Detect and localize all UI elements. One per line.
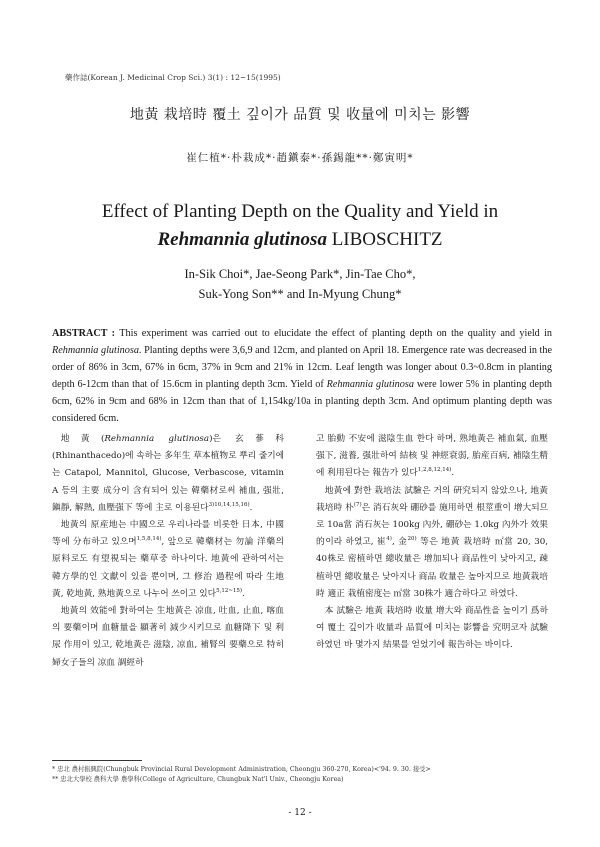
body-text: , 앞으로 韓藥材는 勿論 洋藥의 原料로도 有望視되는 藥草중 하나이다. 地黃에 관하여서는 韓方學的인 文獻이 있을 뿐이며, 그 修治 過程에 따라 生地黃, 乾地黃, 熟地黃으로 나누어 쓰이고 있다	[52, 537, 284, 599]
body-paragraph-3: 地黃의 效能에 對하여는 生地黃은 凉血, 吐血, 止血, 喀血의 要藥이며 血糖量을 顯著히 減少시키므로 血糖降下 및 利尿 作用이 있고, 乾地黃은 滋陰, 凉血, 補腎의 要藥으로 特히 婦女子들의 凉血 調經하	[52, 606, 284, 668]
body-species-name: Rehmannia glutinosa	[104, 434, 210, 444]
citation-ref: (7)	[353, 501, 362, 508]
abstract-text-3: were lower 5% in planting depth 6cm, 62% in 9cm and 68% in 12cm than that of 1,154kg/10a in planting depth 3cm. And optimum planting depth was considered 6cm.	[52, 379, 553, 424]
body-column-left	[52, 431, 284, 672]
body-text: 은 消石灰와 硼砂를 施用하면 根莖重이 增大되므로 10a當 消石灰는 100kg 內外, 硼砂는 1.0kg 內外가 效果的이라 하였고, 崔	[316, 502, 548, 548]
title-english-line2	[0, 226, 600, 254]
body-paragraph-6: 本 試驗은 地黃 栽培時 收量 增大와 商品性을 높이기 爲하여 覆土 깊이가 收量과 品質에 미치는 影響을 究明코자 試驗하였던 바 몇가지 結果를 얻었기에 報告하는 바이다.	[316, 606, 548, 651]
journal-reference: 藥作誌(Korean J. Medicinal Crop Sci.) 3(1) : 12~15(1995)	[65, 73, 281, 82]
title-species-authority: LIBOSCHITZ	[326, 229, 443, 250]
body-text: .	[451, 468, 455, 479]
citation-ref: 4)	[386, 536, 392, 543]
title-english	[0, 198, 600, 254]
footnote-affiliation-1: * 忠北 農村振興院(Chungbuk Provincial Rural Development Administration, Cheongju 360-270, Korea)<'94. 9. 30. 接受>	[52, 766, 431, 773]
abstract-species-2: Rehmannia glutinosa	[326, 379, 414, 390]
body-paragraph-2	[52, 517, 284, 603]
footnote-affiliation-2: ** 忠北大學校 農科大學 農學科(College of Agriculture, Chungbuk Nat'l Univ., Cheongju Korea)	[52, 776, 344, 783]
body-text: 地黃(	[60, 434, 105, 444]
title-species-name: Rehmannia glutinosa	[157, 229, 327, 250]
title-english-line1: Effect of Planting Depth on the Quality and Yield in	[101, 201, 499, 222]
citation-ref: 1,2,8,12,14)	[417, 467, 452, 474]
body-paragraph-4	[316, 431, 548, 483]
abstract-text-2: . Planting depths were 3,6,9 and 12cm, and planted on April 18. Emergence rate was decreased in the order of 86% in 3cm, 67% in 6cm, 37% in 9cm and 21% in 12cm. Leaf length was longer about 0.3~0.8cm in planting depth 6-12cm than that of 15.6cm in planting depth 3cm. Yield of	[52, 345, 552, 390]
citation-ref: 1,5,8,14)	[136, 536, 162, 543]
abstract	[52, 325, 552, 427]
body-paragraph-1	[52, 431, 284, 517]
abstract-label: ABSTRACT :	[52, 328, 120, 339]
authors-english	[0, 264, 600, 304]
authors-korean: 崔仁植*·朴栽成*·趙鎭泰*·孫錫龍**·鄭寅明*	[186, 152, 414, 164]
citation-ref: 20)	[407, 536, 417, 543]
abstract-species-1: Rehmannia glutinosa	[52, 345, 139, 356]
footnote-divider	[52, 760, 142, 761]
body-text: 고 胎動 不安에 滋陰生血 한다 하며, 熟地黃은 補血氣, 血壓强下, 滋養, 强壯하여 結核 및 神經衰弱, 胎産百病, 補陰生精에 利用된다는 報告가 있다	[316, 434, 548, 479]
body-text: 等은 地黃 栽培時 ㎡當 20, 30, 40株로 密植하면 總收量은 增加되나 商品性이 낮아지고, 疎植하면 總收量은 낮아지나 商品 收量은 높아지므로 地黃栽培時 適正 栽植密度는 ㎡當 30株가 適合하다고 하였다.	[316, 537, 549, 599]
citation-ref: 5,12~15)	[216, 587, 243, 594]
title-korean: 地黃 栽培時 覆土 깊이가 品質 및 收量에 미치는 影響	[129, 107, 471, 123]
body-paragraph-5	[316, 483, 548, 603]
citation-ref: 3)10,14,15,16)	[208, 501, 250, 508]
body-text: .	[249, 502, 253, 513]
body-text: , 金	[391, 537, 408, 548]
abstract-text-1: This experiment was carried out to elucidate the effect of planting depth on the quality and yield in	[119, 328, 552, 339]
page-number: - 12 -	[288, 808, 312, 818]
body-text: 地黃에 對한 栽培法 試驗은 거의 硏究되지 않았으나, 地黃栽培時 朴	[316, 485, 548, 513]
body-column-right	[316, 431, 548, 655]
body-text: .	[242, 588, 245, 599]
body-text: )은 玄蔘科(Rhinanthacedo)에 속하는 多年生 草本植物로 뿌리 줄기에는 Catapol, Mannitol, Glucose, Verbascose, vitamin A 등의 主要 成分이 含有되어 있는 韓藥材로써 補血, 强壯, 鎭靜, 解熱, 血壓强下 等에 主로 이용된다	[52, 434, 284, 513]
authors-english-line2: Suk-Yong Son** and In-Myung Chung*	[198, 287, 402, 301]
body-text: 地黃의 原産地는 中國으로 우리나라를 비롯한 日本, 中國 等에 分布하고 있으며	[52, 520, 284, 548]
authors-english-line1: In-Sik Choi*, Jae-Seong Park*, Jin-Tae Cho*,	[184, 267, 416, 281]
